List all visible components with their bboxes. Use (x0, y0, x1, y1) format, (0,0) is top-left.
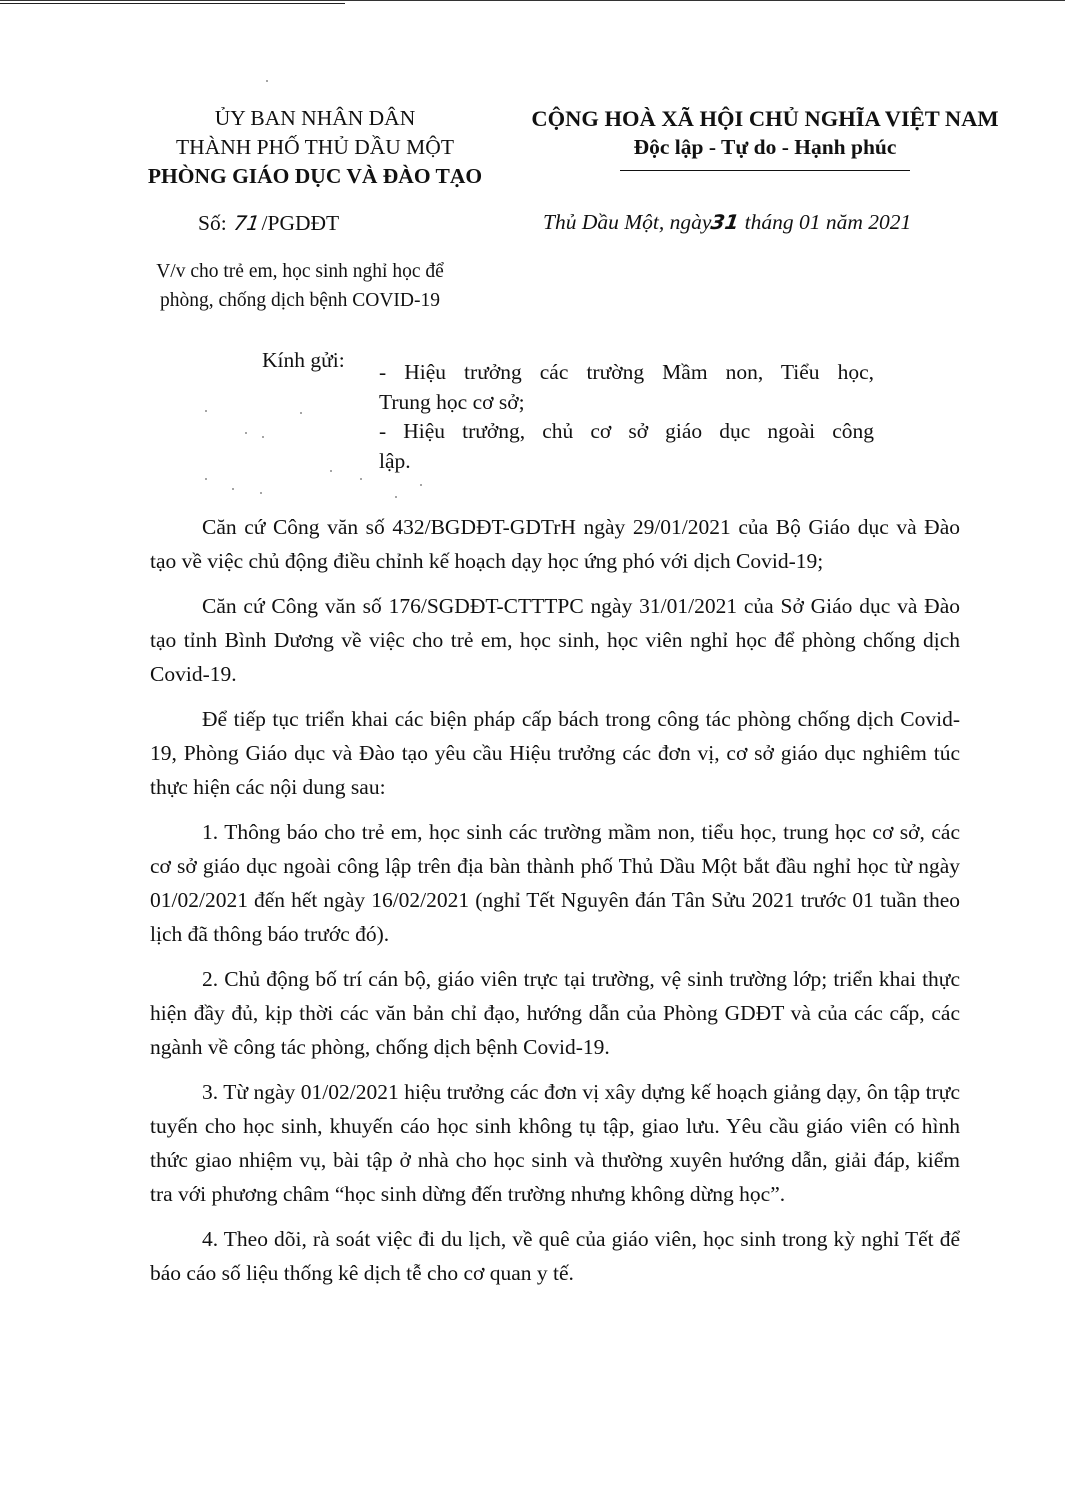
document-subject (100, 257, 500, 315)
scan-speck (395, 496, 397, 498)
country-name: CỘNG HOÀ XÃ HỘI CHỦ NGHĨA VIỆT NAM (531, 106, 999, 131)
document-number-handwritten: 71 (232, 211, 262, 235)
scan-speck (266, 80, 268, 82)
body-paragraph: Để tiếp tục triển khai các biện pháp cấp bách trong công tác phòng chống dịch Covid-19, Phòng Giáo dục và Đào tạo yêu cầu Hiệu trưởng các đơn vị, cơ sở giáo dục nghiêm túc thực hiện các nội dung sau: (150, 707, 960, 799)
scan-speck (245, 432, 247, 434)
recipient-1-line-1: - Hiệu trưởng các trường Mầm non, Tiểu học, (379, 360, 874, 384)
document-date (543, 210, 911, 235)
recipient-1-line-2: Trung học cơ sở; (379, 389, 525, 414)
scan-top-rule (0, 3, 345, 4)
document-number (198, 211, 339, 236)
subject-line-1: V/v cho trẻ em, học sinh nghỉ học để (156, 261, 444, 282)
scan-speck (262, 436, 264, 438)
recipients-list (379, 358, 874, 476)
issuing-agency-block (95, 104, 535, 191)
document-body (150, 510, 960, 1301)
motto-underline (620, 170, 910, 171)
scan-speck (205, 410, 207, 412)
scan-speck (420, 484, 422, 486)
body-paragraph: 3. Từ ngày 01/02/2021 hiệu trưởng các đơn vị xây dựng kế hoạch giảng dạy, ôn tập trực tuyến cho học sinh, khuyến cáo học sinh không tụ tập, giao lưu. Yêu cầu giáo viên có hình thức giao nhiệm vụ, bài tập ở nhà cho học sinh và thường xuyên hướng dẫn, giải đáp, kiểm tra với phương châm “học sinh dừng đến trường nhưng không dừng học”. (150, 1080, 960, 1206)
agency-line-2: THÀNH PHỐ THỦ DẦU MỘT (176, 135, 454, 159)
body-paragraph: Căn cứ Công văn số 432/BGDĐT-GDTrH ngày 29/01/2021 của Bộ Giáo dục và Đào tạo về việc chủ động điều chỉnh kế hoạch dạy học ứng phó với dịch Covid-19; (150, 515, 960, 573)
agency-line-1: ỦY BAN NHÂN DÂN (214, 106, 416, 130)
subject-line-2: phòng, chống dịch bệnh COVID-19 (160, 290, 440, 311)
recipients-label: Kính gửi: (262, 348, 345, 372)
body-paragraph: 1. Thông báo cho trẻ em, học sinh các trường mầm non, tiểu học, trung học cơ sở, các cơ sở giáo dục ngoài công lập trên địa bàn thành phố Thủ Dầu Một bắt đầu nghỉ học từ ngày 01/02/2021 đến hết ngày 16/02/2021 (nghỉ Tết Nguyên đán Tân Sửu 2021 trước 01 tuần theo lịch đã thông báo trước đó). (150, 820, 960, 946)
scan-speck (300, 412, 302, 414)
document-number-label: Số: (198, 211, 227, 235)
date-prefix: Thủ Dầu Một, ngày (543, 210, 712, 234)
scan-speck (360, 478, 362, 480)
body-paragraph: 2. Chủ động bố trí cán bộ, giáo viên trực tại trường, vệ sinh trường lớp; triển khai thực hiện đầy đủ, kịp thời các văn bản chỉ đạo, hướng dẫn của Phòng GDĐT và của các cấp, các ngành về công tác phòng, chống dịch bệnh Covid-19. (150, 967, 960, 1059)
scan-speck (260, 492, 262, 494)
agency-line-3: PHÒNG GIÁO DỤC VÀ ĐÀO TẠO (147, 164, 483, 188)
body-paragraph: 4. Theo dõi, rà soát việc đi du lịch, về quê của giáo viên, học sinh trong kỳ nghỉ Tết để báo cáo số liệu thống kê dịch tễ cho cơ quan y tế. (150, 1227, 960, 1285)
national-motto-block (505, 104, 1025, 171)
date-suffix: tháng 01 năm 2021 (744, 210, 912, 234)
date-day-handwritten: 31 (709, 210, 741, 234)
recipient-2-line-2: lập. (379, 448, 411, 473)
scan-speck (330, 470, 332, 472)
national-motto: Độc lập - Tự do - Hạnh phúc (633, 135, 897, 159)
body-paragraph: Căn cứ Công văn số 176/SGDĐT-CTTTPC ngày 31/01/2021 của Sở Giáo dục và Đào tạo tỉnh Bình Dương về việc cho trẻ em, học sinh, học viên nghỉ học để phòng chống dịch Covid-19. (150, 594, 960, 686)
scan-speck (205, 478, 207, 480)
document-number-suffix: /PGDĐT (261, 211, 340, 235)
recipient-2-line-1: - Hiệu trưởng, chủ cơ sở giáo dục ngoài công (379, 419, 874, 443)
scan-speck (232, 488, 234, 490)
